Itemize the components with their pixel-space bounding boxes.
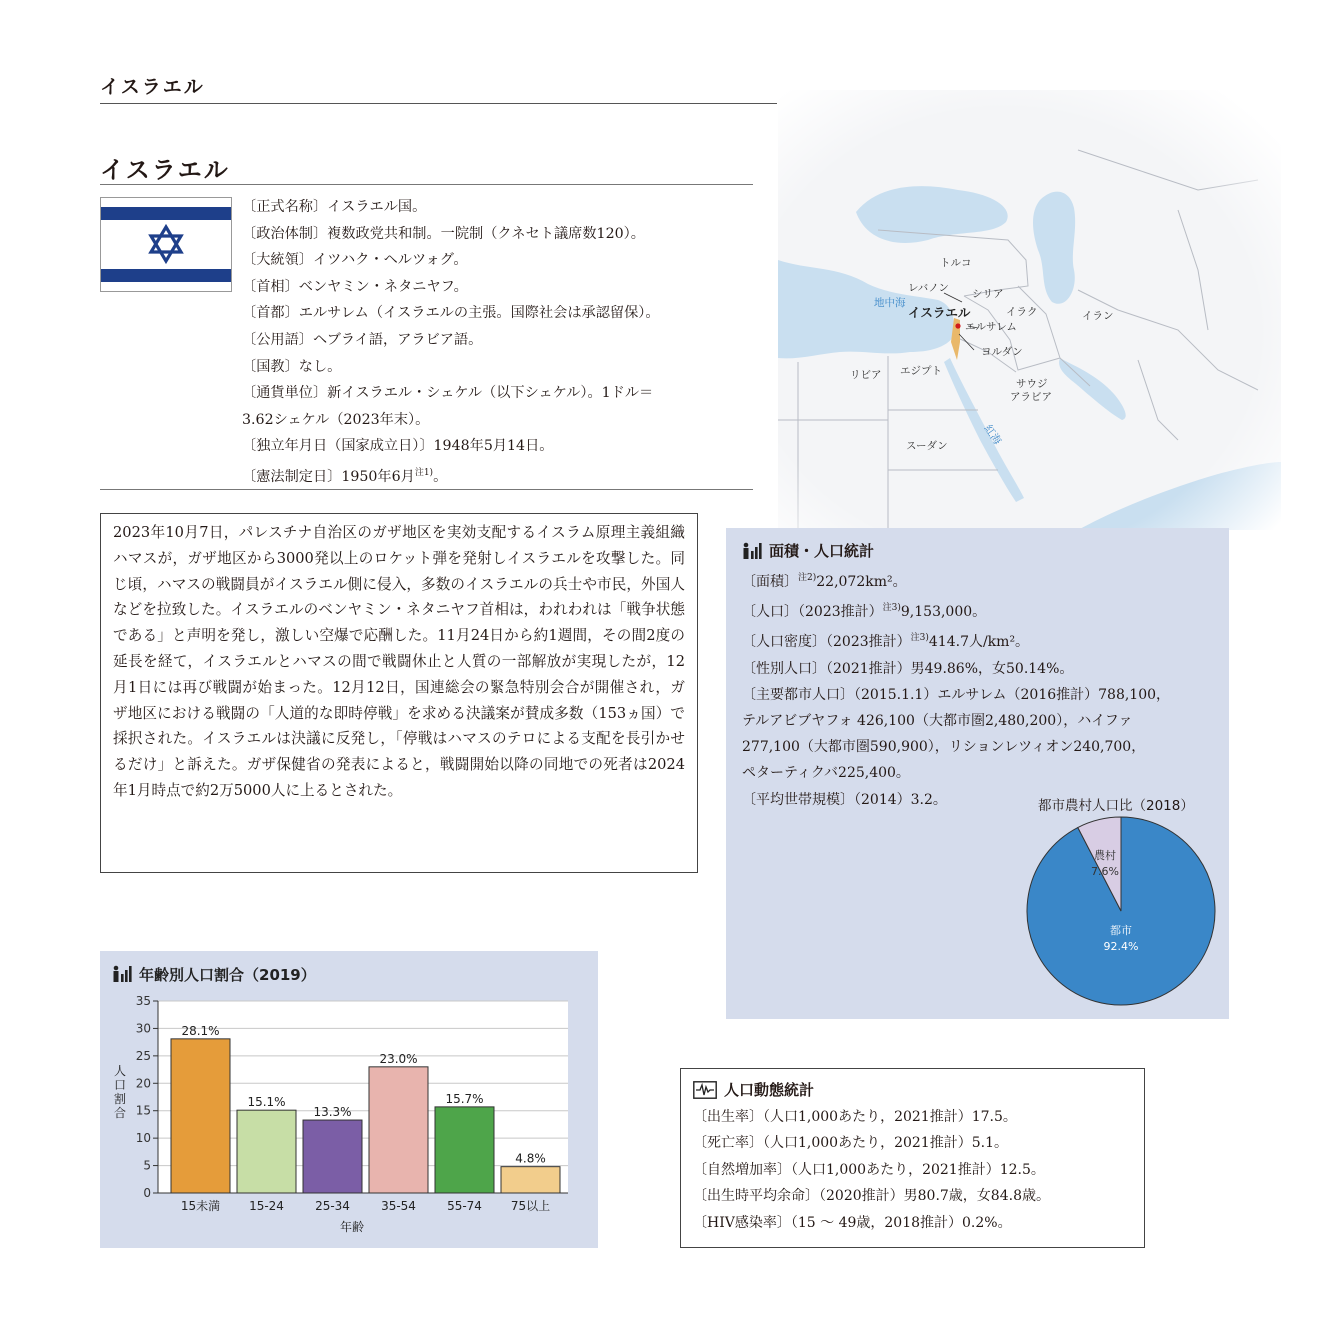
x-tick-label: 15未満 xyxy=(180,1199,221,1213)
info-bottom-divider xyxy=(100,489,753,490)
profile-prime-minister: 〔首相〕ベンヤミン・ネタニヤフ。 xyxy=(242,278,468,295)
stat-life-expectancy: 〔出生時平均余命〕（2020推計）男80.7歳，女84.8歳。 xyxy=(693,1188,1050,1205)
running-head: イスラエル xyxy=(100,76,205,98)
profile-official-name: 〔正式名称〕イスラエル国。 xyxy=(242,199,427,215)
y-tick-label: 0 xyxy=(143,1186,151,1200)
note-marker: 注1) xyxy=(414,467,434,478)
bar-value-label: 15.1% xyxy=(247,1095,286,1110)
x-axis-label: 年齢 xyxy=(339,1220,365,1234)
info-top-divider xyxy=(100,184,753,185)
bar-value-label: 4.8% xyxy=(515,1151,546,1166)
stat-major-cities-2: テルアビブヤフォ 426,100（大都市圏2,480,200），ハイファ xyxy=(742,713,1133,730)
y-tick-label: 20 xyxy=(135,1076,151,1091)
bar-value-label: 15.7% xyxy=(445,1091,484,1106)
bar-value-label: 13.3% xyxy=(313,1105,352,1120)
bar xyxy=(171,1039,230,1193)
stat-hiv-rate: 〔HIV感染率〕（15 ～ 49歳，2018推計）0.2%。 xyxy=(693,1214,1012,1231)
urban-rural-pie-chart xyxy=(1024,814,1218,1008)
stat-death-rate: 〔死亡率〕（人口1,000あたり，2021推計）5.1。 xyxy=(693,1135,1008,1152)
stat-major-cities-3: 277,100（大都市圏590,900），リションレツィオン240,700， xyxy=(742,739,1146,756)
profile-currency: 〔通貨単位〕新イスラエル・シェケル（以下シェケル）。1ドル＝ xyxy=(242,385,654,402)
age-bar-chart xyxy=(100,951,598,1248)
bar xyxy=(435,1107,494,1193)
area-stat-lines xyxy=(742,565,1213,813)
area-population-panel xyxy=(726,528,1229,1019)
header-divider xyxy=(100,103,777,104)
profile-president: 〔大統領〕イツハク・ヘルツォグ。 xyxy=(242,252,468,269)
country-profile xyxy=(242,194,757,491)
stat-natural-increase: 〔自然増加率〕（人口1,000あたり，2021推計）12.5。 xyxy=(693,1161,1045,1178)
x-tick-label: 25-34 xyxy=(315,1199,350,1213)
x-tick-label: 15-24 xyxy=(249,1199,284,1213)
profile-independence: 〔独立年月日（国家成立日）〕1948年5月14日。 xyxy=(242,438,554,455)
pie-value-rural: 7.6% xyxy=(1091,865,1119,878)
population-chart-icon xyxy=(742,542,762,560)
bar xyxy=(501,1167,560,1193)
bar xyxy=(303,1120,362,1193)
stat-area: 〔面積〕$^{注2)}$22,072km²。 xyxy=(742,573,907,590)
bar-value-label: 28.1% xyxy=(181,1023,220,1038)
bar xyxy=(237,1110,296,1193)
pie-label-rural: 農村 xyxy=(1094,849,1116,862)
y-tick-label: 25 xyxy=(135,1048,151,1063)
profile-currency-rate: 3.62シェケル（2023年末）。 xyxy=(242,411,430,428)
y-tick-label: 30 xyxy=(135,1021,151,1036)
pie-chart-title: 都市農村人口比（2018） xyxy=(1038,798,1194,814)
stat-birth-rate: 〔出生率〕（人口1,000あたり，2021推計）17.5。 xyxy=(693,1109,1017,1125)
bar-value-label: 23.0% xyxy=(379,1051,418,1066)
y-tick-label: 5 xyxy=(143,1158,151,1173)
y-axis-label: 人口割合 xyxy=(113,1064,127,1120)
stat-major-cities-4: ペターティクバ225,400。 xyxy=(742,765,910,782)
pie-label-urban: 都市 xyxy=(1110,924,1132,937)
pie-value-urban: 92.4% xyxy=(1103,940,1139,953)
flag-bottom-stripe xyxy=(101,269,231,282)
vital-statistics-box xyxy=(680,1068,1145,1248)
profile-state-religion: 〔国教〕なし。 xyxy=(242,358,342,375)
profile-official-language: 〔公用語〕ヘブライ語，アラビア語。 xyxy=(242,331,483,348)
y-tick-label: 15 xyxy=(135,1103,151,1118)
stat-population: 〔人口〕（2023推計）$^{注3)}$9,153,000。 xyxy=(742,603,987,621)
flag-top-stripe xyxy=(101,207,231,220)
country-title: イスラエル xyxy=(100,156,230,184)
y-tick-label: 10 xyxy=(135,1131,151,1146)
age-distribution-panel xyxy=(100,951,598,1248)
region-map xyxy=(778,90,1281,530)
stat-major-cities: 〔主要都市人口〕（2015.1.1）エルサレム（2016推計）788,100， xyxy=(742,686,1171,703)
vital-stat-lines xyxy=(693,1104,1132,1236)
stat-density: 〔人口密度〕（2023推計）$^{注3)}$414.7人/km²。 xyxy=(742,633,1030,651)
israel-flag xyxy=(100,197,232,292)
y-tick-label: 35 xyxy=(135,994,151,1008)
stat-household-size: 〔平均世帯規模〕（2014）3.2。 xyxy=(742,791,947,808)
vital-panel-title: 人口動態統計 xyxy=(693,1079,1132,1100)
bar xyxy=(369,1067,428,1193)
x-tick-label: 55-74 xyxy=(447,1199,482,1213)
profile-capital: 〔首都〕エルサレム（イスラエルの主張。国際社会は承認留保）。 xyxy=(242,305,660,322)
age-chart-title xyxy=(114,966,316,984)
heartbeat-monitor-icon xyxy=(693,1081,717,1099)
svg-text:年齢別人口割合（2019）: 年齢別人口割合（2019） xyxy=(139,966,316,984)
population-chart-icon xyxy=(114,966,132,982)
x-tick-label: 35-54 xyxy=(381,1199,416,1213)
news-summary: 2023年10月7日，パレスチナ自治区のガザ地区を実効支配するイスラム原理主義組織ハマスが，ガザ地区から3000発以上のロケット弾を発射しイスラエルを攻撃した。同じ頃，ハマスの戦闘員がイスラエル側に侵入，多数のイスラエルの兵士や市民，外国人などを拉致した。イスラエルのベンヤミン・ネタニヤフ首相は，われわれは「戦争状態である」と声明を発し，激しい空爆で応酬した。11月24日から約1週間，その間2度の延長を経て，イスラエルとハマスの間で戦闘休止と人質の一部解放が実現したが，12月1日には再び戦闘が始まった。12月12日，国連総会の緊急特別会合が開催され，ガザ地区における戦闘の「人道的な即時停戦」を求める決議案が賛成多数（153ヵ国）で採択された。イスラエルは決議に反発し，「停戦はハマスのテロによる支配を長引かせるだけ」と訴えた。ガザ保健省の発表によると，戦闘開始以降の同地での死者は2024年1月時点で約2万5000人に上るとされた。 xyxy=(100,513,698,873)
profile-constitution: 〔憲法制定日〕1950年6月$^{注1)}$。 xyxy=(242,467,448,485)
profile-government: 〔政治体制〕複数政党共和制。一院制（クネセト議席数120）。 xyxy=(242,225,645,242)
x-tick-label: 75以上 xyxy=(510,1199,551,1213)
area-panel-title: 面積・人口統計 xyxy=(742,540,1213,561)
stat-sex-ratio: 〔性別人口〕（2021推計）男49.86%，女50.14%。 xyxy=(742,660,1074,677)
